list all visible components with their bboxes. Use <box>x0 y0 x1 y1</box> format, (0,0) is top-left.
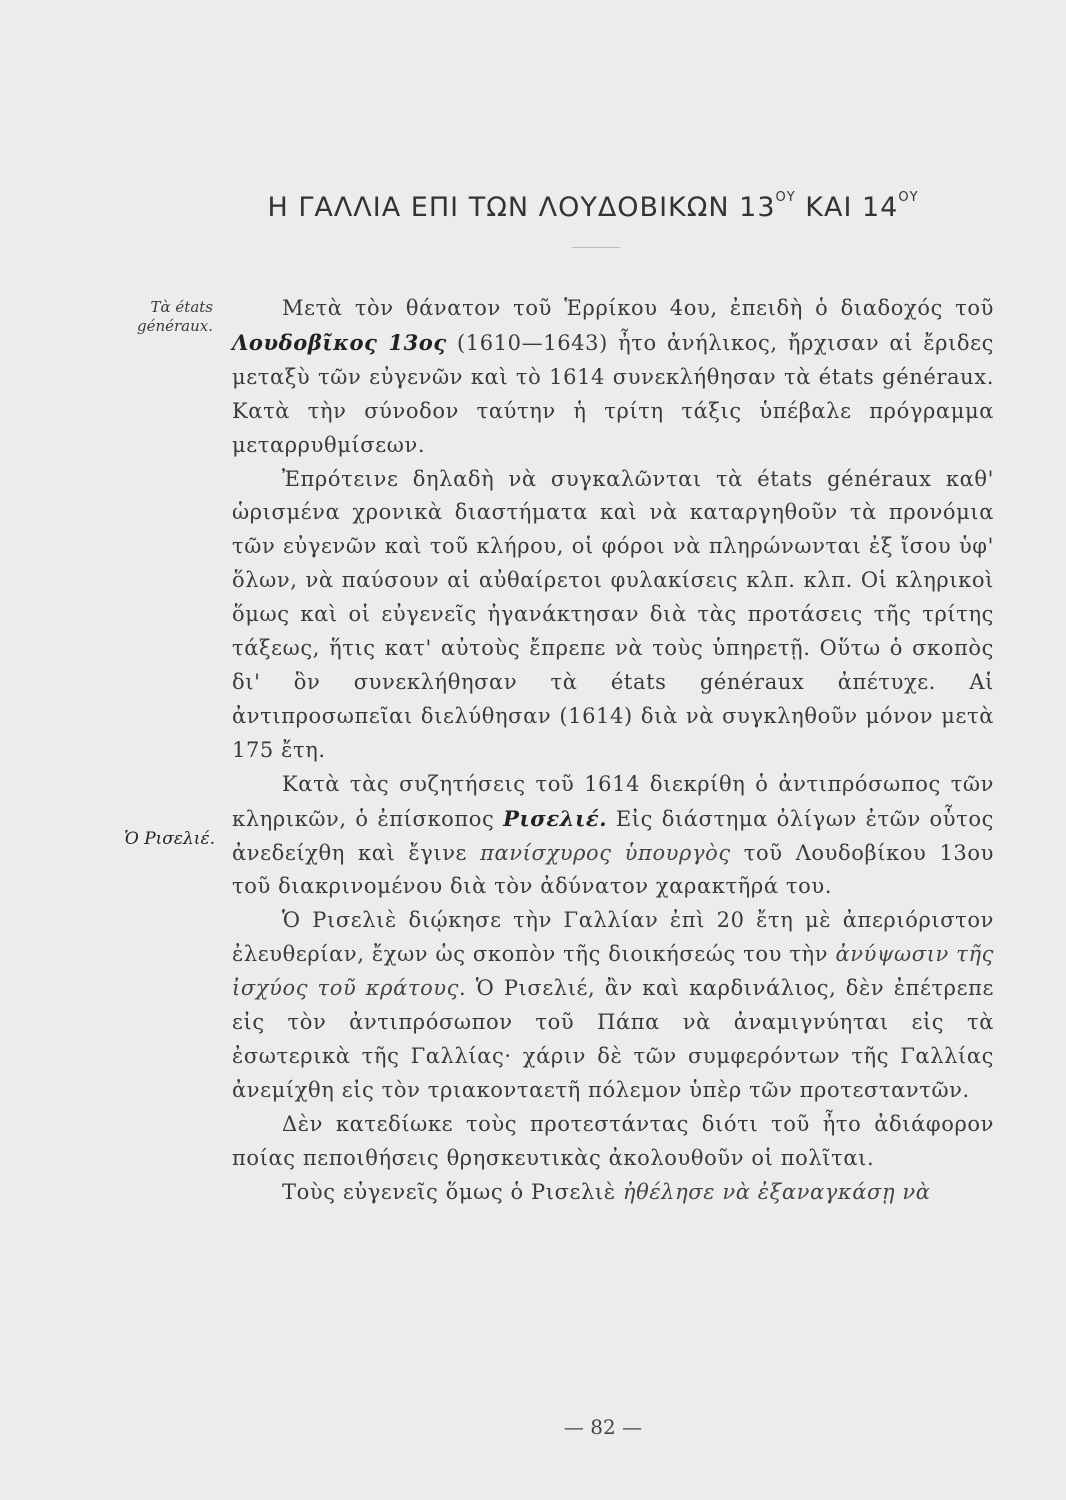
paragraph-2: Ἐπρότεινε δηλαδὴ νὰ συγκαλῶνται τὰ états généraux καθ' ὡρισμένα χρονικὰ διαστήματα καὶ νὰ καταργηθοῦν τὰ προνόμια τῶν εὐγενῶν καὶ τοῦ κλήρου, οἱ φόροι νὰ πληρώνωνται ἐξ ἴσου ὑφ' ὅλων, νὰ παύσουν αἱ αὐθαίρετοι φυλακίσεις κλπ. κλπ. Οἱ κληρικοὶ ὅμως καὶ οἱ εὐγενεῖς ἠγανάκτησαν διὰ τὰς προτάσεις τῆς τρίτης τάξεως, ἥτις κατ' αὐτοὺς ἔπρεπε νὰ τοὺς ὑπηρετῇ. Οὕτω ὁ σκοπὸς δι' ὃν συνεκλήθησαν τὰ états généraux ἀπέτυχε. Αἱ ἀντιπροσωπεῖαι διελύθησαν (1614) διὰ νὰ συγκληθοῦν μόνον μετὰ 175 ἔτη. <box>232 466 994 762</box>
paragraph-4 <box>232 904 994 1107</box>
paragraph-5: Δὲν κατεδίωκε τοὺς προτεστάντας διότι τοῦ ἦτο ἀδιάφορον ποίας πεποιθήσεις θρησκευτικὰς ἀκολουθοῦν οἱ πολῖται. <box>232 1111 994 1170</box>
paragraph-4-text-a: Ὁ Ρισελιὲ διῴκησε τὴν Γαλλίαν ἐπὶ 20 ἔτη μὲ ἀπεριόριστον ἐλευθερίαν, ἔχων ὡς σκοπὸν τῆς διοικήσεώς του τὴν <box>232 908 994 967</box>
richelieu-emphasis: Ρισελιέ. <box>503 805 608 831</box>
paragraph-6 <box>232 1176 994 1210</box>
body-text <box>232 292 994 1209</box>
paragraph-3-text-a: Κατὰ τὰς συζητήσεις τοῦ 1614 διεκρίθη ὁ ἀντιπρόσωπος τῶν κληρικῶν, ὁ ἐπίσκοπος <box>232 771 994 831</box>
paragraph-6-text-a: Τοὺς εὐγενεῖς ὅμως ὁ Ρισελιὲ <box>282 1179 623 1204</box>
paragraph-6-italic: ἠθέλησε νὰ ἐξαναγκάσῃ νὰ <box>622 1179 931 1204</box>
paragraph-1-text-c: (1610—1643) ἦτο ἀνήλικος, ἤρχισαν αἱ ἔριδες μεταξὺ τῶν εὐγενῶν καὶ τὸ 1614 συνεκλήθησαν τὰ états généraux. Κατὰ τὴν σύνοδον ταύτην ἡ τρίτη τάξις ὑπέβαλε πρόγραμμα μεταρρυθμίσεων. <box>232 330 994 457</box>
title-sup-2: ΟΥ <box>898 190 919 205</box>
louis-xiii-emphasis: Λουδοβῖκος 13ος <box>232 329 447 355</box>
paragraph-3-text-e: τοῦ Λουδοβίκου 13ου τοῦ διακρινομένου διὰ τὸν ἀδύνατον χαρακτῆρά του. <box>232 840 994 899</box>
paragraph-1 <box>232 292 994 463</box>
powerful-minister-italic: πανίσχυρος ὑπουργὸς <box>480 840 731 865</box>
title-divider <box>572 247 620 248</box>
title-mid: ΚΑΙ 14 <box>795 192 899 223</box>
paragraph-1-text-a: Μετὰ τὸν θάνατον τοῦ Ἑρρίκου 4ου, ἐπειδὴ ὁ διαδοχός τοῦ <box>282 296 994 320</box>
title-sup-1: ΟΥ <box>775 190 796 205</box>
page-title <box>0 192 1066 223</box>
state-power-italic: ἀνύψωσιν τῆς ἰσχύος τοῦ κράτους <box>232 942 994 1001</box>
paragraph-3 <box>232 768 994 905</box>
margin-note-riselie: Ὁ Ρισελιέ. <box>124 829 215 849</box>
page-number: — 82 — <box>563 1415 643 1439</box>
margin-note-etats-generaux: Τὰ états généraux. <box>136 298 213 335</box>
title-main: Η ΓΑΛΛΙΑ ΕΠΙ ΤΩΝ ΛΟΥΔΟΒΙΚΩΝ 13 <box>267 192 776 223</box>
paragraph-3-text-c: Εἰς διάστημα ὀλίγων ἐτῶν οὗτος ἀνεδείχθη καὶ ἔγινε <box>232 806 994 865</box>
paragraph-4-text-c: . Ὁ Ρισελιέ, ἂν καὶ καρδινάλιος, δὲν ἐπέτρεπε εἰς τὸν ἀντιπρόσωπον τοῦ Πάπα νὰ ἀναμιγνύηται εἰς τὰ ἐσωτερικὰ τῆς Γαλλίας· χάριν δὲ τῶν συμφερόντων τῆς Γαλλίας ἀνεμίχθη εἰς τὸν τριακονταετῆ πόλεμον ὑπὲρ τῶν προτεσταντῶν. <box>232 976 994 1102</box>
